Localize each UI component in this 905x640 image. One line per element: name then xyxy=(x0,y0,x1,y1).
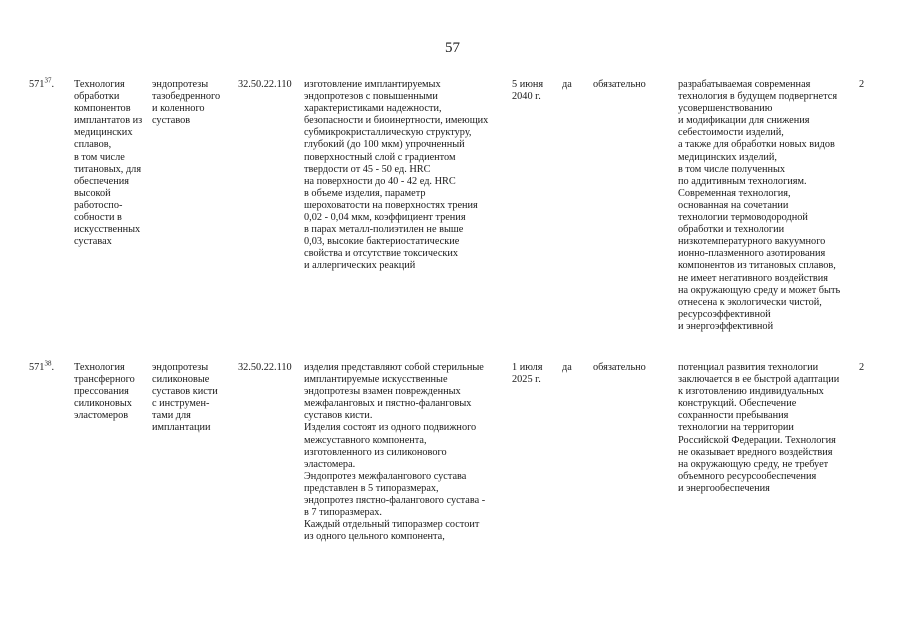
text-line: и модификации для снижения xyxy=(678,115,810,127)
text-line: Российской Федерации. Технология xyxy=(678,434,836,446)
text-line: имплантации xyxy=(152,422,211,434)
text-line: не оказывает вредного воздействия xyxy=(678,446,833,458)
text-line: межфаланговых и пястно-фаланговых xyxy=(304,398,472,410)
yes-flag: да xyxy=(562,362,572,373)
text-line: поверхностный слой с градиентом xyxy=(304,151,456,163)
text-line: титановых, для xyxy=(74,163,142,175)
development-potential xyxy=(678,362,839,495)
text-line: Изделия состоят из одного подвижного xyxy=(304,422,477,434)
text-line: и коленного xyxy=(152,103,205,115)
row-number-value: 571 xyxy=(29,362,45,373)
product-name xyxy=(152,362,218,435)
row-number xyxy=(29,359,55,374)
text-line: технологии на территории xyxy=(678,422,794,434)
text-line: 1 июля xyxy=(512,362,543,373)
text-line: отнесена к экологически чистой, xyxy=(678,296,822,308)
row-number xyxy=(29,76,55,91)
text-line: эндопротезы взамен поврежденных xyxy=(304,386,461,398)
text-line: изделия представляют собой стерильные xyxy=(304,362,484,373)
row-number-superscript: 38 xyxy=(44,359,52,368)
text-line: основанная на сочетании xyxy=(678,199,789,211)
text-line: глубокий (до 100 мкм) упрочненный xyxy=(304,139,465,151)
text-line: и аллергических реакций xyxy=(304,260,416,272)
text-line: шероховатости на поверхностях трения xyxy=(304,199,478,211)
row-number-superscript: 37 xyxy=(44,76,52,85)
row-number-suffix: . xyxy=(51,362,55,373)
text-line: компонентов xyxy=(74,103,131,115)
text-line: изготовленного из силиконового xyxy=(304,446,447,458)
text-line: эндопротез пястно-фалангового сустава - xyxy=(304,495,486,507)
text-line: имплантатов из xyxy=(74,115,143,127)
text-line: конструкций. Обеспечение xyxy=(678,398,797,410)
text-line: эндопротезы xyxy=(152,362,209,373)
text-line: искусственных xyxy=(74,224,141,236)
text-line: компонентов из титановых сплавов, xyxy=(678,260,836,272)
row-number-suffix: . xyxy=(51,79,55,90)
text-line: в объеме изделия, параметр xyxy=(304,187,426,199)
technology-description xyxy=(304,79,488,273)
text-line: и энергообеспечения xyxy=(678,482,770,494)
text-line: технология в будущем подвергнется xyxy=(678,91,838,103)
text-line: обеспечения xyxy=(74,175,129,187)
text-line: обработки xyxy=(74,91,120,103)
text-line: по аддитивным технологиям. xyxy=(678,175,807,187)
technology-name xyxy=(74,362,135,422)
technology-name xyxy=(74,79,142,248)
text-line: объемного ресурсообеспечения xyxy=(678,470,817,482)
text-line: на поверхности до 40 - 42 ед. HRC xyxy=(304,175,456,187)
product-name xyxy=(152,79,220,127)
text-line: свойства и отсутствие токсических xyxy=(304,248,459,260)
text-line: эндопротезы xyxy=(152,79,209,90)
text-line: изготовление имплантируемых xyxy=(304,79,441,90)
text-line: на окружающую среду, не требует xyxy=(678,458,829,470)
text-line: ресурсоэффективной xyxy=(678,308,771,320)
text-line: Эндопротез межфалангового сустава xyxy=(304,470,467,482)
text-line: имплантируемые искусственные xyxy=(304,374,448,386)
development-potential xyxy=(678,79,840,333)
text-line: обработки и технологии xyxy=(678,224,785,236)
text-line: из одного цельного компонента, xyxy=(304,531,445,543)
text-line: медицинских изделий, xyxy=(678,151,777,163)
text-line: Технология xyxy=(74,79,125,90)
requirement-status: обязательно xyxy=(593,79,646,90)
text-line: Технология xyxy=(74,362,125,373)
text-line: 0,03, высокие бактериостатические xyxy=(304,236,460,248)
text-line: работоспо- xyxy=(74,199,123,211)
implementation-date xyxy=(512,362,543,386)
text-line: безопасности и биоинертности, имеющих xyxy=(304,115,489,127)
text-line: суставах xyxy=(74,236,112,248)
text-line: 0,02 - 0,04 мкм, коэффициент трения xyxy=(304,212,466,224)
text-line: Каждый отдельный типоразмер состоит xyxy=(304,519,480,531)
text-line: технологии термоводородной xyxy=(678,212,808,224)
text-line: в том числе полученных xyxy=(678,163,786,175)
text-line: с инструмен- xyxy=(152,398,210,410)
text-line: высокой xyxy=(74,187,111,199)
implementation-date xyxy=(512,79,543,103)
text-line: сплавов, xyxy=(74,139,112,151)
text-line: 2025 г. xyxy=(512,374,541,386)
text-line: силиконовых xyxy=(74,398,132,410)
okpd-code: 32.50.22.110 xyxy=(238,79,292,90)
technology-description xyxy=(304,362,485,543)
text-line: эндопротезов с повышенными xyxy=(304,91,438,103)
text-line: тазобедренного xyxy=(152,91,221,103)
category-value: 2 xyxy=(859,79,865,90)
text-line: низкотемпературного вакуумного xyxy=(678,236,826,248)
text-line: на окружающую среду и может быть xyxy=(678,284,841,296)
text-line: ионно-плазменного азотирования xyxy=(678,248,826,260)
text-line: заключается в ее быстрой адаптации xyxy=(678,374,840,386)
text-line: в 7 типоразмерах. xyxy=(304,507,382,519)
text-line: сохранности пребывания xyxy=(678,410,789,422)
text-line: и энергоэффективной xyxy=(678,320,774,332)
text-line: 2040 г. xyxy=(512,91,541,103)
text-line: суставов xyxy=(152,115,191,127)
text-line: потенциал развития технологии xyxy=(678,362,819,373)
yes-flag: да xyxy=(562,79,572,90)
text-line: представлен в 5 типоразмерах, xyxy=(304,482,439,494)
text-line: тами для xyxy=(152,410,191,422)
text-line: эластомеров xyxy=(74,410,129,422)
text-line: в том числе xyxy=(74,151,125,163)
text-line: разрабатываемая современная xyxy=(678,79,811,90)
text-line: собности в xyxy=(74,212,122,224)
row-number-value: 571 xyxy=(29,79,45,90)
text-line: силиконовые xyxy=(152,374,210,386)
text-line: 5 июня xyxy=(512,79,544,90)
text-line: твердости от 45 - 50 ед. HRC xyxy=(304,163,431,175)
text-line: трансферного xyxy=(74,374,135,386)
text-line: межсуставного компонента, xyxy=(304,434,427,446)
requirement-status: обязательно xyxy=(593,362,646,373)
text-line: характеристиками надежности, xyxy=(304,103,442,115)
text-line: в парах металл-полиэтилен не выше xyxy=(304,224,464,236)
text-line: медицинских xyxy=(74,127,133,139)
text-line: прессования xyxy=(74,386,129,398)
category-value: 2 xyxy=(859,362,865,373)
text-line: себестоимости изделий, xyxy=(678,127,784,139)
text-line: не имеет негативного воздействия xyxy=(678,272,829,284)
text-line: Современная технология, xyxy=(678,187,791,199)
text-line: к изготовлению индивидуальных xyxy=(678,386,824,398)
text-line: усовершенствованию xyxy=(678,103,773,115)
text-line: субмикрокристаллическую структуру, xyxy=(304,127,472,139)
text-line: эластомера. xyxy=(304,458,356,470)
text-line: суставов кисти xyxy=(152,386,218,398)
text-line: суставов кисти. xyxy=(304,410,373,422)
page-number: 57 xyxy=(445,40,460,56)
text-line: а также для обработки новых видов xyxy=(678,139,835,151)
okpd-code: 32.50.22.110 xyxy=(238,362,292,373)
